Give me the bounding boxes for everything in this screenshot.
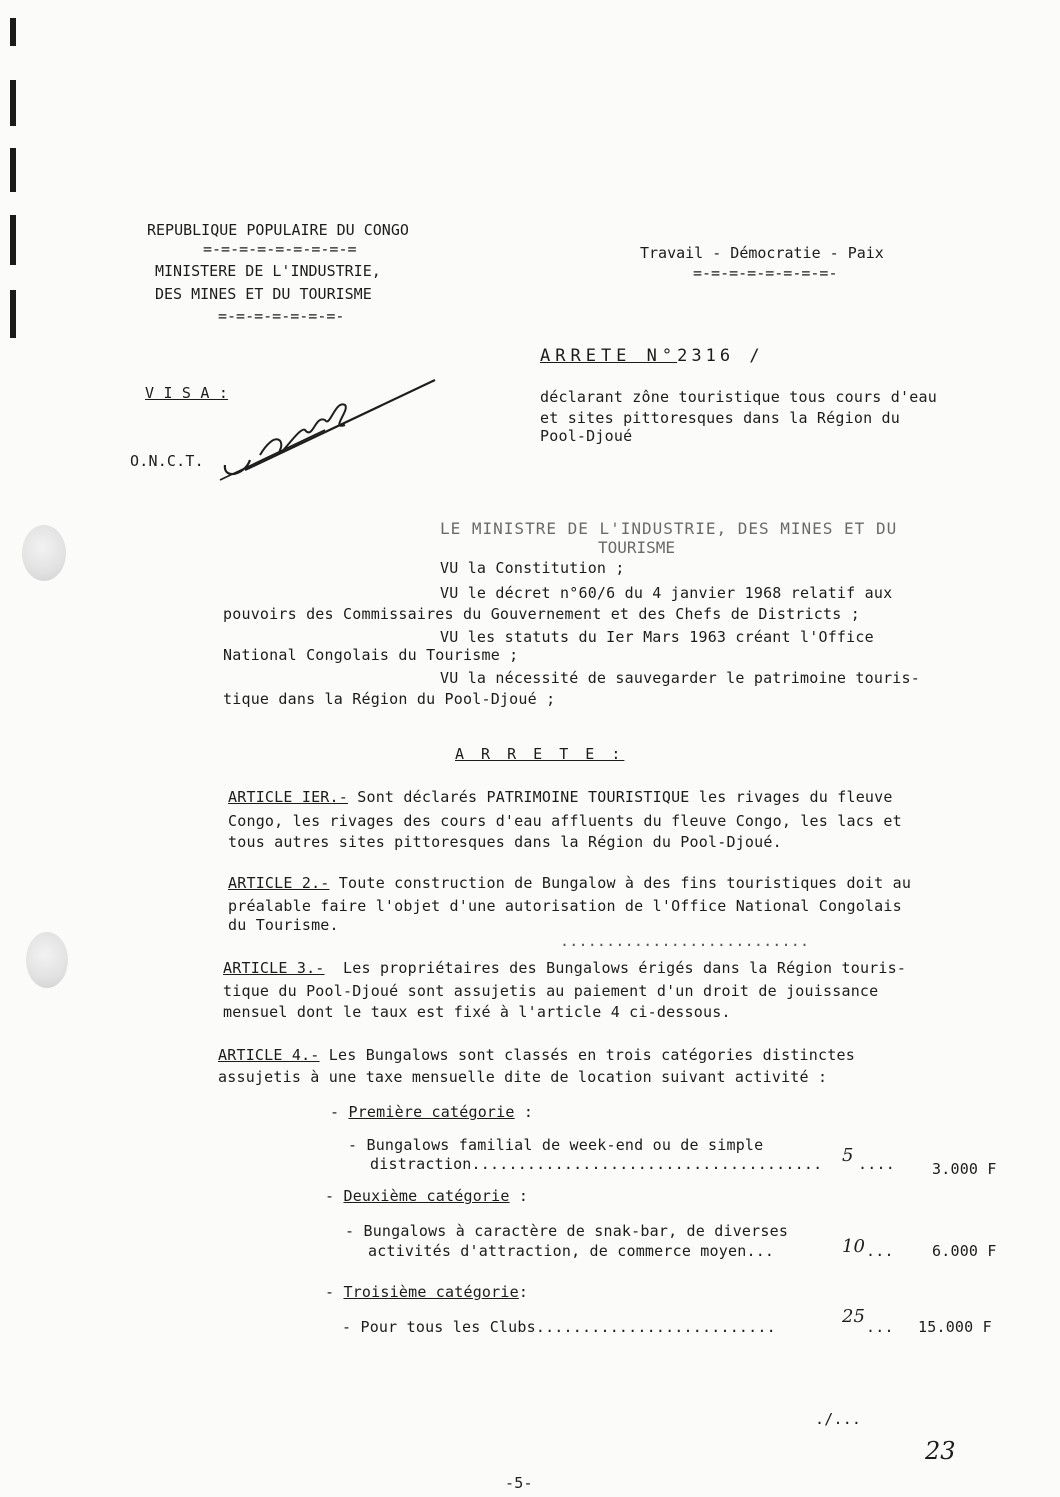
article-text: Les propriétaires des Bungalows érigés dans la Région touris- [343, 959, 907, 977]
category-name: Première catégorie [348, 1103, 515, 1121]
consideration: VU la Constitution ; [440, 559, 625, 577]
consideration: National Congolais du Tourisme ; [223, 646, 519, 664]
consideration: pouvoirs des Commissaires du Gouvernement et des Chefs de Districts ; [223, 605, 860, 623]
article-label: ARTICLE 2.- [228, 874, 330, 892]
category-desc: - Pour tous les Clubs.......................... [342, 1318, 776, 1336]
article-text: mensuel dont le taux est fixé à l'article 4 ci-dessous. [223, 1003, 731, 1021]
binder-mark [10, 215, 16, 265]
arrete-title: ARRETE N°2316 / [540, 346, 765, 366]
dotted-line: .... [858, 1155, 895, 1173]
category-desc: distraction...................................... [370, 1155, 823, 1173]
binder-mark [10, 148, 16, 192]
category-name: Deuxième catégorie [343, 1187, 510, 1205]
consideration: tique dans la Région du Pool-Djoué ; [223, 690, 556, 708]
category-1: - Première catégorie : [330, 1103, 534, 1121]
article-text: préalable faire l'objet d'une autorisation de l'Office National Congolais [228, 897, 902, 915]
binder-mark [10, 80, 16, 126]
arrete-subject-3: Pool-Djoué [540, 427, 633, 445]
article-label: ARTICLE IER.- [228, 788, 348, 806]
binder-mark [10, 18, 16, 46]
dotted-line: ... [866, 1242, 894, 1260]
footer-page-marker: -5- [505, 1474, 533, 1492]
category-3: - Troisième catégorie: [325, 1283, 529, 1301]
ministry-line-1: MINISTERE DE L'INDUSTRIE, [155, 262, 381, 280]
category-desc: activités d'attraction, de commerce moyen... [368, 1242, 775, 1260]
visa-org: O.N.C.T. [130, 452, 204, 470]
article-text: Sont déclarés PATRIMOINE TOURISTIQUE les rivages du fleuve [357, 788, 893, 806]
consideration: VU la nécessité de sauvegarder le patrimoine touris- [440, 669, 920, 687]
category-desc: - Bungalows familial de week-end ou de simple [348, 1136, 764, 1154]
consideration: VU les statuts du Ier Mars 1963 créant l'Office [440, 628, 874, 646]
separator: =-=-=-=-=-=-=- [218, 307, 345, 325]
article-text: du Tourisme. [228, 916, 339, 934]
article-text: Congo, les rivages des cours d'eau affluents du fleuve Congo, les lacs et [228, 812, 902, 830]
article-label: ARTICLE 4.- [218, 1046, 320, 1064]
signature [205, 370, 445, 490]
arrete-subject-2: et sites pittoresques dans la Région du [540, 409, 900, 427]
article-text: tous autres sites pittoresques dans la Région du Pool-Djoué. [228, 833, 782, 851]
article-1 [228, 788, 893, 806]
article-label: ARTICLE 3.- [223, 959, 325, 977]
separator: =-=-=-=-=-=-=-=- [693, 264, 838, 282]
consideration: VU le décret n°60/6 du 4 janvier 1968 relatif aux [440, 584, 893, 602]
category-desc: - Bungalows à caractère de snak-bar, de diverses [345, 1222, 789, 1240]
article-3 [223, 959, 906, 977]
article-text: assujetis à une taxe mensuelle dite de location suivant activité : [218, 1068, 828, 1086]
article-text: Les Bungalows sont classés en trois catégories distinctes [328, 1046, 855, 1064]
dotted-line: ........................... [560, 932, 810, 950]
arrete-heading: A R R E T E : [455, 745, 625, 763]
category-amount: 6.000 F [932, 1242, 997, 1260]
handwritten-code: 5 [842, 1145, 854, 1166]
arrete-subject-1: déclarant zône touristique tous cours d'eau [540, 388, 937, 406]
category-amount: 15.000 F [918, 1318, 992, 1336]
article-text: Toute construction de Bungalow à des fins touristiques doit au [338, 874, 912, 892]
punch-hole [26, 932, 68, 988]
continuation-mark: ./... [815, 1410, 862, 1428]
page-number: 23 [925, 1437, 956, 1465]
category-amount: 3.000 F [932, 1160, 997, 1178]
category-name: Troisième catégorie [343, 1283, 519, 1301]
dotted-line: ... [866, 1318, 894, 1336]
binder-mark [10, 290, 16, 338]
arrete-label: ARRETE N° [540, 346, 678, 366]
republic-name: REPUBLIQUE POPULAIRE DU CONGO [147, 221, 409, 239]
handwritten-code: 25 [842, 1306, 865, 1327]
minister-heading-1: LE MINISTRE DE L'INDUSTRIE, DES MINES ET DU [440, 519, 898, 538]
separator: =-=-=-=-=-=-=-=-= [203, 240, 357, 258]
visa-label: V I S A : [145, 384, 229, 402]
handwritten-code: 10 [842, 1236, 865, 1257]
punch-hole [22, 525, 66, 581]
arrete-number: 2316 [677, 346, 735, 366]
category-2: - Deuxième catégorie : [325, 1187, 529, 1205]
ministry-line-2: DES MINES ET DU TOURISME [155, 285, 372, 303]
article-text: tique du Pool-Djoué sont assujetis au paiement d'un droit de jouissance [223, 982, 879, 1000]
motto: Travail - Démocratie - Paix [640, 244, 884, 262]
minister-heading-2: TOURISME [598, 538, 676, 557]
article-4 [218, 1046, 855, 1064]
article-2 [228, 874, 911, 892]
